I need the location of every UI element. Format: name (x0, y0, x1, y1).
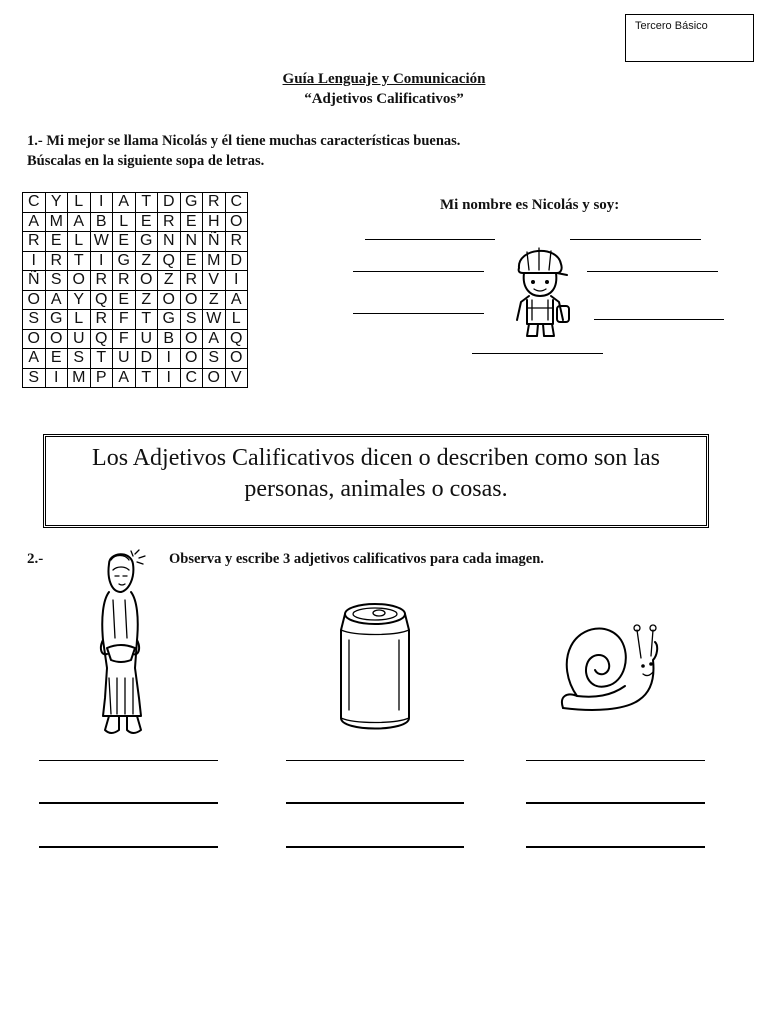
word-search-cell: A (113, 193, 136, 213)
word-search-cell: O (158, 290, 181, 310)
word-search-cell: E (45, 232, 68, 252)
word-search-cell: G (45, 310, 68, 330)
word-search-cell: I (158, 349, 181, 369)
word-search-cell: L (68, 232, 91, 252)
word-search-cell: G (158, 310, 181, 330)
question-2-number: 2.- (27, 551, 44, 567)
word-search-cell: Y (45, 193, 68, 213)
worksheet-subtitle: “Adjetivos Calificativos” (304, 91, 464, 107)
answer-blank[interactable] (594, 319, 724, 320)
word-search-row (23, 290, 248, 310)
answer-blank[interactable] (353, 271, 484, 272)
word-search-cell: T (135, 193, 158, 213)
boy-illustration (505, 240, 575, 340)
word-search-row (23, 232, 248, 252)
word-search-cell: R (90, 310, 113, 330)
word-search-cell: Q (90, 290, 113, 310)
word-search-cell: O (225, 212, 248, 232)
word-search-cell: E (180, 212, 203, 232)
word-search-cell: Q (225, 329, 248, 349)
word-search-cell: N (180, 232, 203, 252)
word-search-row (23, 349, 248, 369)
word-search-cell: W (90, 232, 113, 252)
answer-line[interactable] (286, 846, 464, 848)
word-search-cell: R (225, 232, 248, 252)
word-search-cell: E (113, 232, 136, 252)
word-search-cell: D (225, 251, 248, 271)
soda-can-illustration (335, 600, 415, 740)
word-search-cell: A (203, 329, 226, 349)
word-search-cell: I (225, 271, 248, 291)
word-search-cell: L (68, 193, 91, 213)
word-search-cell: A (45, 290, 68, 310)
answer-line[interactable] (39, 802, 218, 804)
word-search-row (23, 271, 248, 291)
word-search-cell: A (23, 349, 46, 369)
word-search-cell: P (90, 368, 113, 388)
word-search-cell: O (23, 290, 46, 310)
word-search-row (23, 368, 248, 388)
word-search-cell: R (90, 271, 113, 291)
answer-blank[interactable] (587, 271, 718, 272)
word-search-cell: R (23, 232, 46, 252)
word-search-cell: Y (68, 290, 91, 310)
grade-box (625, 14, 754, 62)
question-2-instruction: Observa y escribe 3 adjetivos calificativos para cada imagen. (169, 551, 544, 567)
word-search-cell: T (135, 310, 158, 330)
answer-blank[interactable] (365, 239, 495, 240)
word-search-row (23, 193, 248, 213)
word-search-cell: O (180, 349, 203, 369)
word-search-cell: C (23, 193, 46, 213)
word-search-cell: V (203, 271, 226, 291)
answer-line[interactable] (39, 846, 218, 848)
word-search-cell: L (113, 212, 136, 232)
word-search-row (23, 310, 248, 330)
word-search-cell: O (203, 368, 226, 388)
word-search-cell: O (45, 329, 68, 349)
grandmother-illustration (95, 548, 155, 740)
word-search-cell: V (225, 368, 248, 388)
word-search-cell: U (68, 329, 91, 349)
word-search-cell: R (45, 251, 68, 271)
word-search-cell: T (68, 251, 91, 271)
word-search-cell: U (135, 329, 158, 349)
word-search-cell: B (90, 212, 113, 232)
word-search-cell: Z (135, 251, 158, 271)
question-1-instruction: Búscalas en la siguiente sopa de letras. (27, 153, 265, 169)
word-search-cell: I (23, 251, 46, 271)
word-search-cell: G (113, 251, 136, 271)
word-search-cell: M (68, 368, 91, 388)
grade-label: Tercero Básico (635, 20, 708, 32)
word-search-cell: D (158, 193, 181, 213)
answer-blank[interactable] (570, 239, 701, 240)
snail-illustration (555, 616, 665, 716)
word-search-cell: Ñ (23, 271, 46, 291)
word-search-cell: Z (158, 271, 181, 291)
word-search-cell: S (180, 310, 203, 330)
word-search-cell: A (23, 212, 46, 232)
word-search-grid (22, 192, 248, 388)
answer-line[interactable] (286, 760, 464, 761)
word-search-cell: A (68, 212, 91, 232)
word-search-cell: F (113, 329, 136, 349)
word-search-cell: Q (158, 251, 181, 271)
word-search-cell: L (225, 310, 248, 330)
word-search-cell: D (135, 349, 158, 369)
word-search-cell: S (23, 368, 46, 388)
question-1-text: 1.- Mi mejor se llama Nicolás y él tiene muchas características buenas. (27, 133, 461, 149)
answer-line[interactable] (526, 802, 705, 804)
word-search-cell: G (135, 232, 158, 252)
word-search-cell: U (113, 349, 136, 369)
word-search-cell: M (45, 212, 68, 232)
word-search-cell: I (90, 193, 113, 213)
word-search-cell: I (158, 368, 181, 388)
word-search-cell: E (45, 349, 68, 369)
word-search-cell: O (23, 329, 46, 349)
word-search-cell: C (180, 368, 203, 388)
definition-text: Los Adjetivos Calificativos dicen o describen como son las personas, animales o cosas. (92, 445, 660, 502)
word-search-cell: E (180, 251, 203, 271)
word-search-cell: O (68, 271, 91, 291)
word-search-cell: I (90, 251, 113, 271)
word-search-cell: Z (203, 290, 226, 310)
answer-line[interactable] (286, 802, 464, 804)
worksheet-title: Guía Lenguaje y Comunicación (282, 71, 486, 87)
word-search-cell: R (113, 271, 136, 291)
word-search-cell: M (203, 251, 226, 271)
word-search-cell: A (225, 290, 248, 310)
word-search-cell: S (45, 271, 68, 291)
word-search-cell: T (135, 368, 158, 388)
word-search-cell: W (203, 310, 226, 330)
word-search-cell: C (225, 193, 248, 213)
word-search-cell: H (203, 212, 226, 232)
word-search-cell: O (180, 290, 203, 310)
word-search-cell: Q (90, 329, 113, 349)
word-search-cell: R (180, 271, 203, 291)
word-search-cell: I (45, 368, 68, 388)
word-search-cell: S (68, 349, 91, 369)
word-search-cell: N (158, 232, 181, 252)
word-search-cell: S (203, 349, 226, 369)
word-search-cell: L (68, 310, 91, 330)
word-search-row (23, 212, 248, 232)
word-search-cell: O (135, 271, 158, 291)
word-search-cell: F (113, 310, 136, 330)
word-search-row (23, 251, 248, 271)
word-search-cell: R (158, 212, 181, 232)
word-search-cell: O (180, 329, 203, 349)
word-search-cell: A (113, 368, 136, 388)
word-search-cell: R (203, 193, 226, 213)
word-search-cell: G (180, 193, 203, 213)
answer-line[interactable] (39, 760, 218, 761)
answer-blank[interactable] (472, 353, 603, 354)
answer-line[interactable] (526, 760, 705, 761)
word-search-cell: B (158, 329, 181, 349)
word-search-cell: Z (135, 290, 158, 310)
word-search-cell: T (90, 349, 113, 369)
word-search-cell: Ñ (203, 232, 226, 252)
word-search-cell: O (225, 349, 248, 369)
answer-blank[interactable] (353, 313, 484, 314)
answer-line[interactable] (526, 846, 705, 848)
nicolas-caption: Mi nombre es Nicolás y soy: (440, 197, 620, 213)
definition-box (43, 434, 709, 528)
word-search-cell: E (113, 290, 136, 310)
word-search-cell: E (135, 212, 158, 232)
word-search-row (23, 329, 248, 349)
word-search-cell: S (23, 310, 46, 330)
